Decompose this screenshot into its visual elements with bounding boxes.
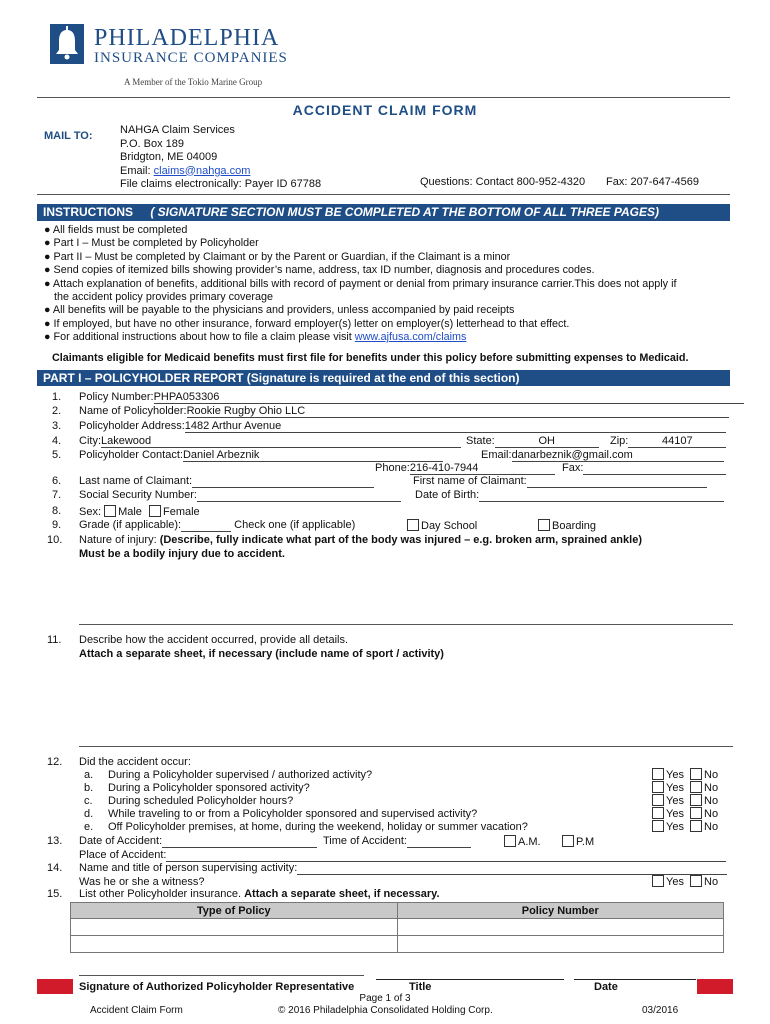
instruction-item: ● Send copies of itemized bills showing provider’s name, address, tax ID number, diagnosis and procedures codes. bbox=[44, 264, 595, 277]
footer-date: 03/2016 bbox=[642, 1005, 679, 1016]
item-number: 6. bbox=[52, 475, 62, 487]
signature-label: Signature of Authorized Policyholder Representative bbox=[79, 981, 355, 993]
state-field[interactable]: OH bbox=[495, 435, 599, 448]
mail-email-line bbox=[120, 165, 321, 179]
accident-place-field[interactable] bbox=[166, 849, 726, 862]
policy-number-header: Policy Number bbox=[397, 903, 724, 919]
address-field[interactable]: 1482 Arthur Avenue bbox=[185, 420, 726, 433]
policy-number-label: Policy Number: bbox=[79, 391, 154, 403]
instruction-item: ● Part II – Must be completed by Claimant or by the Parent or Guardian, if the Claimant is a minor bbox=[44, 250, 511, 263]
instructions-title: INSTRUCTIONS bbox=[43, 205, 133, 219]
claims-email-link[interactable]: claims@nahga.com bbox=[153, 164, 251, 177]
instruction-item: ● Part I – Must be completed by Policyholder bbox=[44, 237, 259, 250]
policyholder-name-label: Name of Policyholder: bbox=[79, 405, 187, 417]
injury-rule bbox=[79, 624, 733, 625]
day-school-label: Day School bbox=[421, 520, 478, 532]
grade-label: Grade (if applicable): bbox=[79, 519, 182, 531]
fax-row bbox=[562, 462, 726, 475]
accident-date-label: Date of Accident: bbox=[79, 835, 163, 847]
dob-row bbox=[415, 489, 724, 502]
pm-label: P.M bbox=[576, 836, 595, 848]
occur-letter: e. bbox=[84, 821, 94, 833]
medicaid-note: Claimants eligible for Medicaid benefits must first file for benefits under this policy before submitting expenses to Medicaid. bbox=[52, 352, 689, 364]
item-number: 9. bbox=[52, 519, 62, 531]
item-number: 8. bbox=[52, 505, 62, 517]
occur-text: Off Policyholder premises, at home, during the weekend, holiday or summer vacation? bbox=[108, 821, 528, 833]
male-checkbox[interactable] bbox=[104, 505, 116, 517]
mail-line: P.O. Box 189 bbox=[120, 137, 185, 150]
boarding-checkbox[interactable] bbox=[538, 519, 550, 531]
occur-item-c bbox=[84, 795, 293, 807]
state-row bbox=[466, 435, 599, 448]
yes-label: Yes bbox=[666, 769, 684, 781]
injury-description-area[interactable] bbox=[79, 563, 733, 623]
city-row bbox=[79, 435, 461, 448]
instructions-list bbox=[44, 224, 734, 345]
accident-date-field[interactable] bbox=[162, 835, 317, 848]
instruction-item: ● If employed, but have no other insurance, forward employer(s) letter on employer(s) letterhead to that effect. bbox=[44, 317, 570, 330]
supervisor-row bbox=[79, 862, 727, 875]
no-label: No bbox=[704, 769, 719, 781]
type-of-policy-header: Type of Policy bbox=[71, 903, 398, 919]
item-number: 5. bbox=[52, 449, 62, 461]
yes-no-witness bbox=[652, 875, 718, 888]
table-header-row bbox=[71, 903, 724, 919]
instruction-item: ● Attach explanation of benefits, additional bills with record of payment or denial from primary insurance carrier.This does not apply if bbox=[44, 277, 677, 290]
supervisor-label: Name and title of person supervising activity: bbox=[79, 862, 298, 874]
yes-no-b bbox=[652, 781, 718, 794]
no-checkbox[interactable] bbox=[690, 820, 702, 832]
instructions-note: ( SIGNATURE SECTION MUST BE COMPLETED AT THE BOTTOM OF ALL THREE PAGES) bbox=[150, 205, 660, 219]
describe-rule bbox=[79, 746, 733, 747]
fax-number: Fax: 207-647-4569 bbox=[606, 176, 699, 188]
item-number: 4. bbox=[52, 435, 62, 447]
yes-checkbox[interactable] bbox=[652, 875, 664, 887]
questions-contact: Questions: Contact 800-952-4320 bbox=[420, 176, 586, 188]
did-occur-label: Did the accident occur: bbox=[79, 756, 191, 768]
occur-letter: b. bbox=[84, 782, 94, 794]
other-insurance-label: List other Policyholder insurance. bbox=[79, 888, 245, 900]
mail-line: NAHGA Claim Services bbox=[120, 124, 235, 136]
mail-rule bbox=[37, 194, 730, 195]
table-cell[interactable] bbox=[71, 919, 398, 936]
occur-text: During scheduled Policyholder hours? bbox=[108, 795, 294, 807]
injury-label: Nature of injury: bbox=[79, 534, 160, 546]
occur-item-d bbox=[84, 808, 477, 820]
day-school-checkbox[interactable] bbox=[407, 519, 419, 531]
yes-checkbox[interactable] bbox=[652, 794, 664, 806]
address-row bbox=[79, 420, 726, 433]
no-checkbox[interactable] bbox=[690, 807, 702, 819]
yes-label: Yes bbox=[666, 876, 684, 888]
item-number: 11. bbox=[47, 634, 62, 646]
yes-checkbox[interactable] bbox=[652, 768, 664, 780]
sex-row bbox=[79, 505, 200, 518]
occur-letter: c. bbox=[84, 795, 93, 807]
claimant-first-row bbox=[413, 475, 707, 488]
am-option bbox=[504, 835, 541, 848]
contact-label: Policyholder Contact: bbox=[79, 449, 183, 461]
no-checkbox[interactable] bbox=[690, 794, 702, 806]
dob-label: Date of Birth: bbox=[415, 489, 480, 501]
accident-date-row bbox=[79, 835, 317, 848]
accident-time-field[interactable] bbox=[407, 835, 471, 848]
contact-row bbox=[79, 449, 443, 462]
no-checkbox[interactable] bbox=[690, 875, 702, 887]
no-checkbox[interactable] bbox=[690, 781, 702, 793]
ssn-field[interactable] bbox=[197, 489, 401, 502]
mail-to-label: MAIL TO: bbox=[44, 130, 93, 142]
male-label: Male bbox=[118, 506, 142, 518]
email-prefix: Email: bbox=[120, 164, 154, 177]
no-label: No bbox=[704, 876, 719, 888]
part1-bar bbox=[37, 370, 730, 386]
instruction-item: ● All fields must be completed bbox=[44, 224, 188, 236]
instructions-bar bbox=[37, 204, 730, 221]
boarding-option bbox=[538, 519, 596, 532]
table-row bbox=[71, 936, 724, 953]
phone-row bbox=[375, 462, 555, 475]
item-number: 15. bbox=[47, 888, 63, 900]
date-line[interactable] bbox=[574, 979, 696, 980]
yes-no-c bbox=[652, 794, 718, 807]
title-label: Title bbox=[409, 981, 432, 993]
company-name: PHILADELPHIA bbox=[94, 25, 280, 51]
yes-checkbox[interactable] bbox=[652, 820, 664, 832]
table-cell[interactable] bbox=[397, 936, 724, 953]
item-number: 3. bbox=[52, 420, 62, 432]
yes-label: Yes bbox=[666, 808, 684, 820]
instruction-item-last bbox=[44, 331, 734, 344]
am-checkbox[interactable] bbox=[504, 835, 516, 847]
grade-field[interactable] bbox=[181, 519, 231, 532]
yes-label: Yes bbox=[666, 795, 684, 807]
accident-description-area[interactable] bbox=[79, 664, 733, 744]
page-number: Page 1 of 3 bbox=[359, 993, 411, 1004]
accident-time-row bbox=[323, 835, 471, 848]
occur-item-a bbox=[84, 769, 372, 781]
state-label: State: bbox=[466, 435, 495, 447]
mail-address bbox=[120, 124, 321, 192]
injury-row bbox=[79, 534, 642, 546]
date-label: Date bbox=[594, 981, 618, 993]
am-label: A.M. bbox=[518, 836, 541, 848]
describe-label: Describe how the accident occurred, provide all details. bbox=[79, 634, 349, 646]
yes-checkbox[interactable] bbox=[652, 781, 664, 793]
accident-place-row bbox=[79, 849, 726, 862]
no-label: No bbox=[704, 795, 719, 807]
table-cell[interactable] bbox=[71, 936, 398, 953]
contact-field[interactable]: Daniel Arbeznik bbox=[183, 449, 443, 462]
header-rule bbox=[37, 97, 730, 98]
occur-text: During a Policyholder sponsored activity? bbox=[108, 782, 310, 794]
claimant-first-field[interactable] bbox=[527, 475, 707, 488]
signature-marker-left bbox=[37, 979, 73, 994]
zip-field[interactable]: 44107 bbox=[628, 435, 726, 448]
claims-website-link[interactable]: www.ajfusa.com/claims bbox=[354, 331, 467, 344]
fax-label: Fax: bbox=[562, 462, 584, 474]
zip-label: Zip: bbox=[610, 435, 629, 447]
pm-checkbox[interactable] bbox=[562, 835, 574, 847]
part1-title: PART I – POLICYHOLDER REPORT (Signature is required at the end of this section) bbox=[43, 371, 520, 385]
city-label: City: bbox=[79, 435, 101, 447]
accident-place-label: Place of Accident: bbox=[79, 849, 167, 861]
yes-label: Yes bbox=[666, 821, 684, 833]
occur-letter: d. bbox=[84, 808, 94, 820]
sex-label: Sex: bbox=[79, 506, 102, 518]
policy-number-row bbox=[79, 391, 744, 404]
item-number: 7. bbox=[52, 489, 62, 501]
fax-field[interactable] bbox=[583, 462, 726, 475]
policyholder-name-row bbox=[79, 405, 729, 418]
yes-no-e bbox=[652, 820, 718, 833]
phone-field[interactable]: 216-410-7944 bbox=[410, 462, 555, 475]
claimant-first-label: First name of Claimant: bbox=[413, 475, 527, 487]
table-row bbox=[71, 919, 724, 936]
other-insurance-row bbox=[79, 888, 440, 900]
witness-label: Was he or she a witness? bbox=[79, 876, 205, 888]
no-label: No bbox=[704, 782, 719, 794]
occur-letter: a. bbox=[84, 769, 94, 781]
describe-note: Attach a separate sheet, if necessary (include name of sport / activity) bbox=[79, 648, 444, 660]
item-number: 14. bbox=[47, 862, 63, 874]
footer-form-name: Accident Claim Form bbox=[90, 1005, 183, 1016]
email-label: Email: bbox=[481, 449, 512, 461]
phone-label: Phone: bbox=[375, 462, 410, 474]
yes-checkbox[interactable] bbox=[652, 807, 664, 819]
email-field[interactable]: danarbeznik@gmail.com bbox=[512, 449, 724, 462]
footer-copyright: © 2016 Philadelphia Consolidated Holding Corp. bbox=[278, 1005, 493, 1016]
check-one-label: Check one (if applicable) bbox=[234, 519, 356, 531]
other-insurance-note: Attach a separate sheet, if necessary. bbox=[244, 888, 440, 900]
ssn-label: Social Security Number: bbox=[79, 489, 197, 501]
email-row bbox=[481, 449, 724, 462]
company-subname: INSURANCE COMPANIES bbox=[94, 50, 288, 66]
mail-line: Bridgton, ME 04009 bbox=[120, 151, 218, 163]
no-checkbox[interactable] bbox=[690, 768, 702, 780]
yes-no-d bbox=[652, 807, 718, 820]
day-school-option bbox=[407, 519, 477, 532]
boarding-label: Boarding bbox=[552, 520, 597, 532]
injury-instructions: (Describe, fully indicate what part of the body was injured – e.g. broken arm, sprained ankle) bbox=[159, 534, 642, 546]
no-label: No bbox=[704, 821, 719, 833]
occur-item-b bbox=[84, 782, 310, 794]
city-field[interactable]: Lakewood bbox=[101, 435, 461, 448]
instruction-item: ● All benefits will be payable to the physicians and providers, unless accompanied by paid receipts bbox=[44, 304, 515, 317]
claimant-last-field[interactable] bbox=[192, 475, 374, 488]
policyholder-name-field[interactable]: Rookie Rugby Ohio LLC bbox=[187, 405, 729, 418]
item-number: 1. bbox=[52, 391, 62, 403]
table-cell[interactable] bbox=[397, 919, 724, 936]
yes-no-a bbox=[652, 768, 718, 781]
instruction-text: ● For additional instructions about how to file a claim please visit bbox=[44, 331, 355, 344]
female-label: Female bbox=[162, 506, 200, 518]
electronic-claims: File claims electronically: Payer ID 67788 bbox=[120, 178, 322, 190]
pm-option bbox=[562, 835, 594, 848]
liberty-bell-icon bbox=[50, 24, 84, 64]
other-insurance-table bbox=[70, 902, 724, 953]
signature-line[interactable] bbox=[79, 975, 364, 976]
title-line[interactable] bbox=[376, 979, 564, 980]
female-checkbox[interactable] bbox=[149, 505, 161, 517]
no-label: No bbox=[704, 808, 719, 820]
claimant-last-label: Last name of Claimant: bbox=[79, 475, 193, 487]
member-line: A Member of the Tokio Marine Group bbox=[124, 77, 263, 87]
policy-number-field[interactable]: PHPA053306 bbox=[154, 391, 744, 404]
injury-note: Must be a bodily injury due to accident. bbox=[79, 548, 285, 560]
ssn-row bbox=[79, 489, 401, 502]
yes-label: Yes bbox=[666, 782, 684, 794]
occur-text: During a Policyholder supervised / authorized activity? bbox=[108, 769, 373, 781]
company-logo bbox=[50, 24, 84, 64]
occur-text: While traveling to or from a Policyholder sponsored and supervised activity? bbox=[108, 808, 478, 820]
instruction-item: the accident policy provides primary coverage bbox=[54, 291, 274, 304]
form-title: ACCIDENT CLAIM FORM bbox=[292, 102, 478, 118]
item-number: 13. bbox=[47, 835, 63, 847]
claimant-last-row bbox=[79, 475, 374, 488]
dob-field[interactable] bbox=[479, 489, 724, 502]
supervisor-field[interactable] bbox=[297, 862, 727, 875]
accident-time-label: Time of Accident: bbox=[323, 835, 407, 847]
grade-row bbox=[79, 519, 355, 532]
item-number: 10. bbox=[47, 534, 63, 546]
zip-row bbox=[610, 435, 726, 448]
item-number: 12. bbox=[47, 756, 63, 768]
item-number: 2. bbox=[52, 405, 62, 417]
address-label: Policyholder Address: bbox=[79, 420, 185, 432]
occur-item-e bbox=[84, 821, 528, 833]
signature-marker-right bbox=[697, 979, 733, 994]
